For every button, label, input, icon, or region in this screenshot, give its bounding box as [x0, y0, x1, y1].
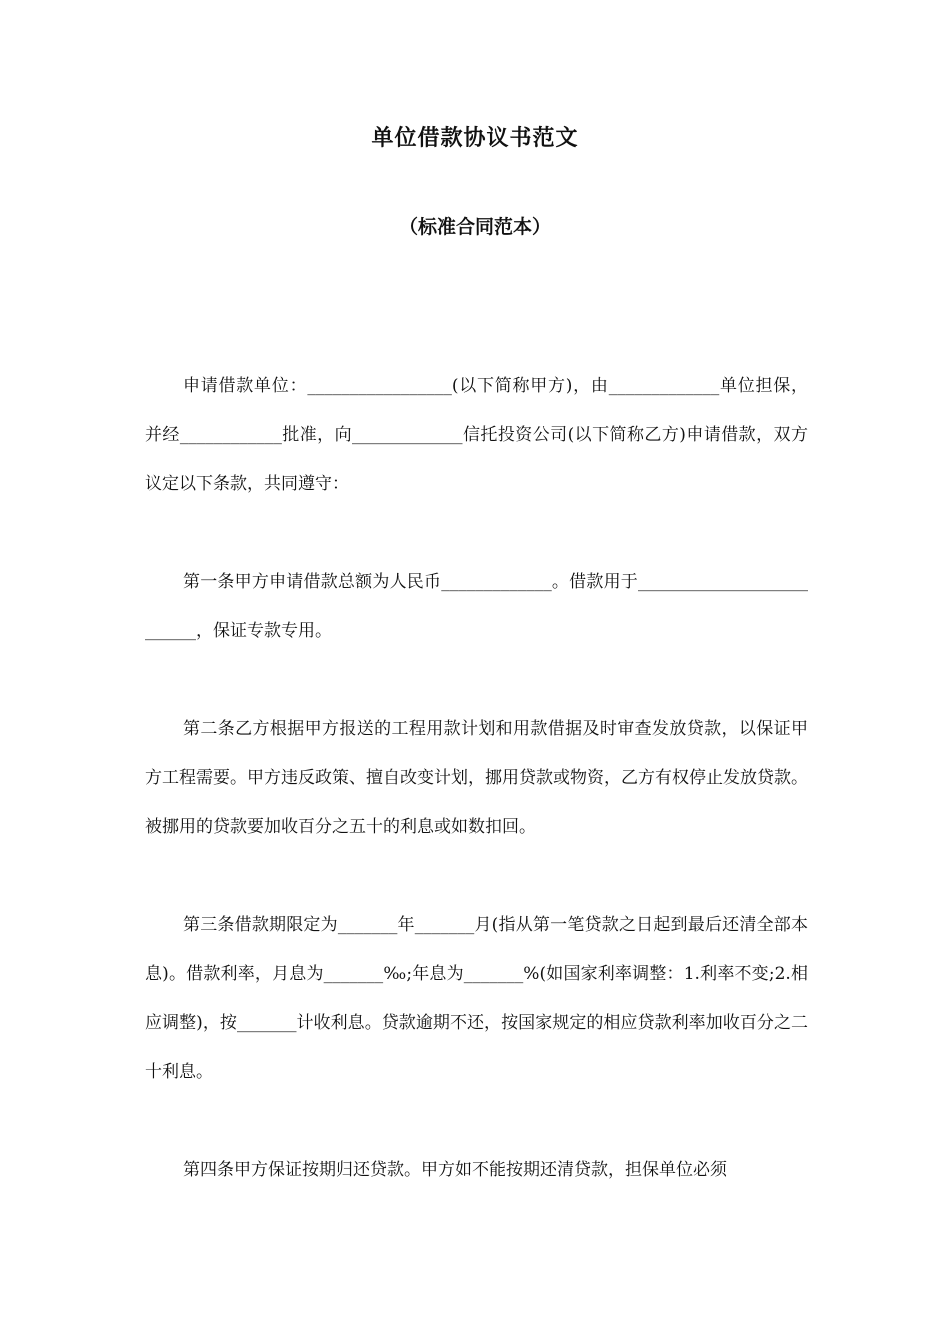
document-subtitle: （标准合同范本）	[398, 216, 551, 238]
paragraph-preamble: 申请借款单位：_________________(以下简称甲方)，由_____________单位担保，并经____________批准，向_____________信托投资公司(以下简称乙方)申请借款，双方议定以下条款，共同遵守：	[145, 376, 808, 494]
paragraph-article-2: 第二条乙方根据甲方报送的工程用款计划和用款借据及时审查发放贷款，以保证甲方工程需要。甲方违反政策、擅自改变计划，挪用贷款或物资，乙方有权停止发放贷款。被挪用的贷款要加收百分之五十的利息或如数扣回。	[145, 719, 808, 837]
document-body	[145, 362, 808, 1244]
paragraph-article-3: 第三条借款期限定为_______年_______月(指从第一笔贷款之日起到最后还清全部本息)。借款利率，月息为_______‰;年息为_______%(如国家利率调整：1.利率不变;2.相应调整)，按_______计收利息。贷款逾期不还，按国家规定的相应贷款利率加收百分之二十利息。	[145, 915, 808, 1082]
document-title: 单位借款协议书范文	[371, 126, 579, 151]
paragraph-article-4: 第四条甲方保证按期归还贷款。甲方如不能按期还清贷款，担保单位必须	[183, 1160, 727, 1180]
paragraph-article-1: 第一条甲方申请借款总额为人民币_____________。借款用于__________________________，保证专款专用。	[145, 572, 808, 641]
